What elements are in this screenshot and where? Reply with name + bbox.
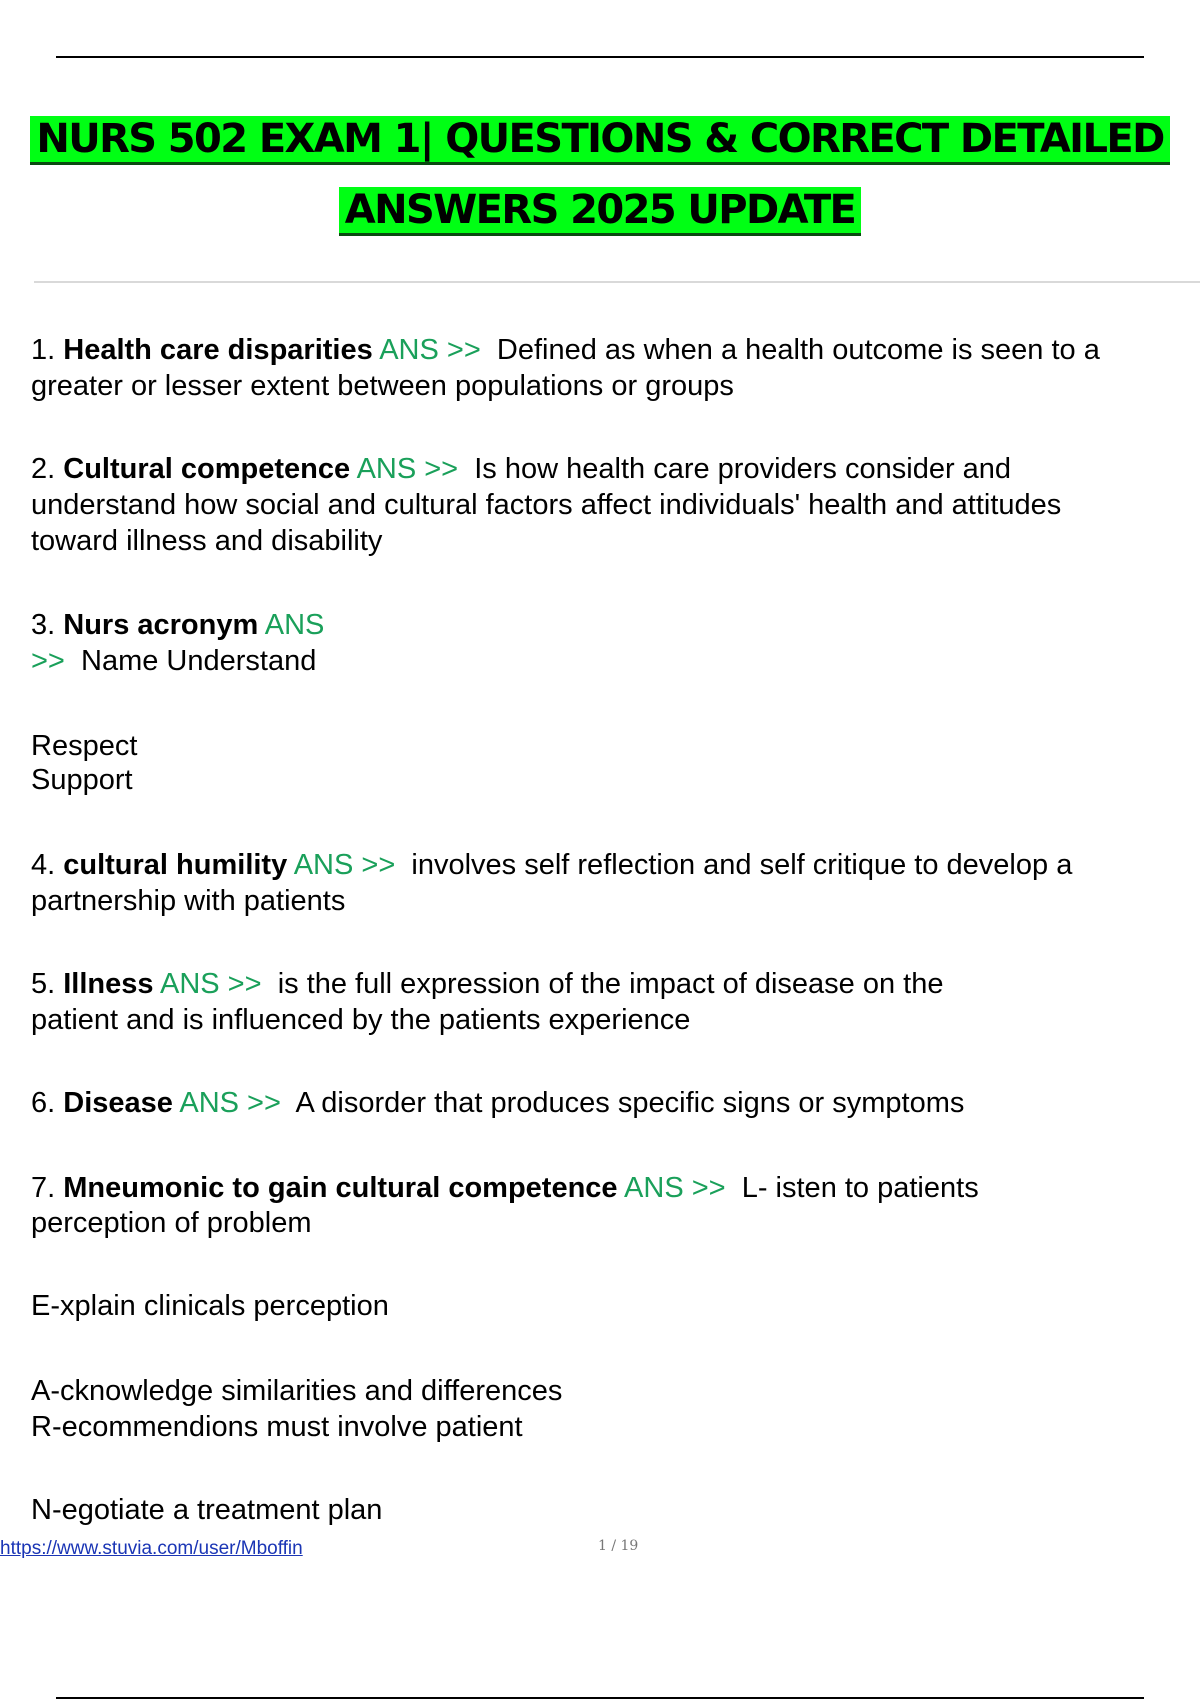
question-6 bbox=[31, 1085, 964, 1121]
question-3 bbox=[31, 607, 324, 643]
question-number: 2. bbox=[31, 453, 56, 485]
answer-text: Is how health care providers consider and bbox=[474, 453, 1012, 485]
title-line-1: NURS 502 EXAM 1| QUESTIONS & CORRECT DETAILED bbox=[30, 116, 1169, 165]
question-number: 5. bbox=[31, 968, 56, 1000]
question-4 bbox=[31, 847, 1072, 883]
question-2 bbox=[31, 451, 1011, 487]
question-term: Health care disparities bbox=[63, 334, 373, 366]
answer-line: N-egotiate a treatment plan bbox=[31, 1494, 383, 1526]
question-5 bbox=[31, 966, 943, 1002]
ans-marker: ANS >> bbox=[160, 968, 262, 1000]
ans-marker: ANS >> bbox=[624, 1172, 726, 1204]
document-title bbox=[0, 108, 1200, 250]
answer-line: patient and is influenced by the patients experience bbox=[31, 1004, 691, 1036]
question-term: Mneumonic to gain cultural competence bbox=[63, 1172, 618, 1204]
question-term: Illness bbox=[63, 968, 154, 1000]
ans-marker: ANS >> bbox=[293, 849, 396, 881]
title-line-2: ANSWERS 2025 UPDATE bbox=[339, 187, 862, 236]
question-number: 1. bbox=[31, 334, 56, 366]
answer-line: Respect bbox=[31, 730, 138, 762]
answer-text: Defined as when a health outcome is seen to a bbox=[496, 334, 1100, 366]
answer-line: greater or lesser extent between populations or groups bbox=[31, 370, 734, 402]
question-term: Nurs acronym bbox=[63, 609, 259, 641]
answer-line: understand how social and cultural factors affect individuals' health and attitudes bbox=[31, 489, 1062, 521]
answer-text: is the full expression of the impact of disease on the bbox=[277, 968, 944, 1000]
answer-text: Name Understand bbox=[81, 645, 317, 677]
answer-line: Support bbox=[31, 764, 133, 796]
question-number: 3. bbox=[31, 609, 56, 641]
ans-marker: ANS >> bbox=[356, 453, 459, 485]
page-indicator: 1 / 19 bbox=[598, 1538, 639, 1554]
top-rule bbox=[56, 56, 1144, 58]
answer-line bbox=[31, 643, 316, 679]
answer-line: A-cknowledge similarities and differences bbox=[31, 1375, 563, 1407]
footer-profile-link[interactable]: https://www.stuvia.com/user/Mboffin bbox=[0, 1538, 303, 1559]
answer-line: E-xplain clinicals perception bbox=[31, 1290, 389, 1322]
ans-marker: ANS >> bbox=[179, 1087, 281, 1119]
question-term: Cultural competence bbox=[63, 453, 351, 485]
answer-text: involves self reflection and self critique to develop a bbox=[411, 849, 1073, 881]
answer-text: A disorder that produces specific signs or symptoms bbox=[295, 1087, 965, 1119]
question-number: 4. bbox=[31, 849, 56, 881]
question-number: 7. bbox=[31, 1172, 56, 1204]
ans-arrows: >> bbox=[31, 645, 65, 677]
question-term: Disease bbox=[63, 1087, 173, 1119]
answer-line: toward illness and disability bbox=[31, 525, 383, 557]
question-term: cultural humility bbox=[63, 849, 288, 881]
question-1 bbox=[31, 332, 1100, 368]
title-separator bbox=[34, 281, 1200, 283]
answer-text: L- isten to patients bbox=[741, 1172, 979, 1204]
ans-word: ANS bbox=[264, 609, 325, 641]
question-7 bbox=[31, 1170, 979, 1206]
ans-marker: ANS >> bbox=[379, 334, 481, 366]
question-number: 6. bbox=[31, 1087, 56, 1119]
bottom-rule bbox=[56, 1697, 1144, 1699]
answer-line: partnership with patients bbox=[31, 885, 346, 917]
answer-line: R-ecommendions must involve patient bbox=[31, 1411, 523, 1443]
answer-line: perception of problem bbox=[31, 1207, 312, 1239]
